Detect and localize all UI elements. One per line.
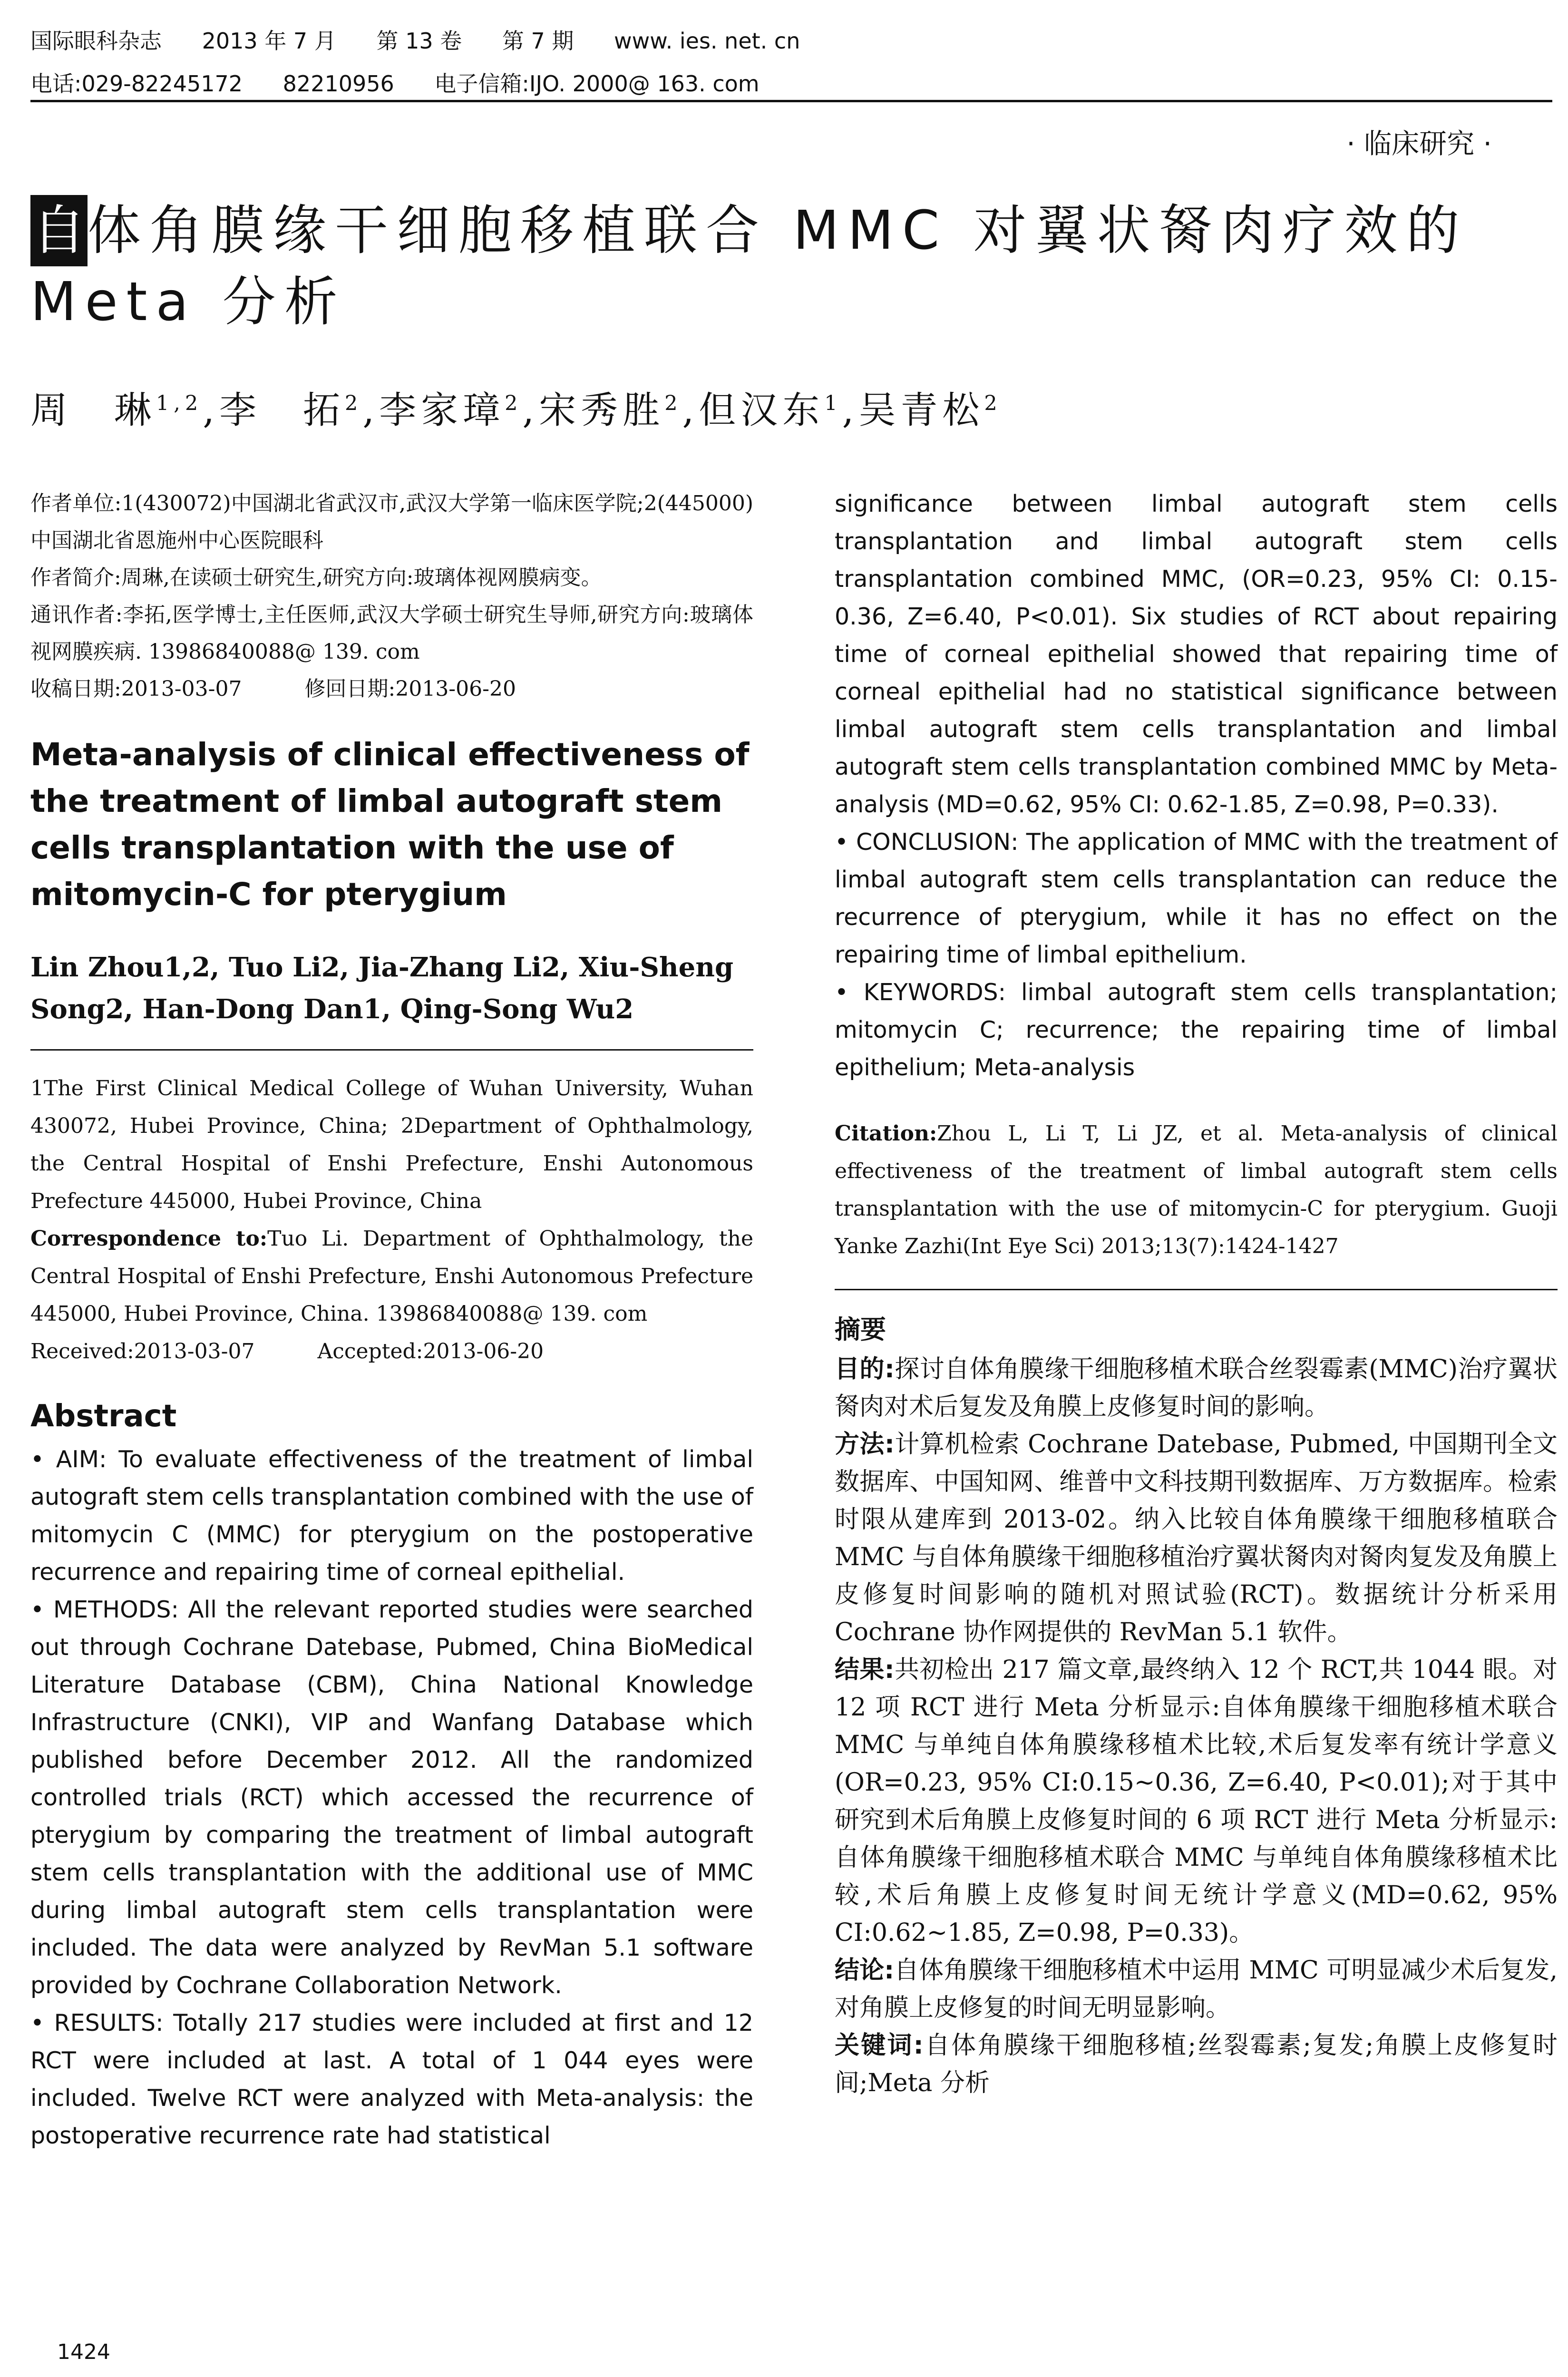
aim-label: 目的: (835, 1355, 895, 1383)
results-label: 结果: (835, 1656, 895, 1684)
abstract-en (30, 1441, 753, 2154)
english-title: Meta-analysis of clinical effectiveness of the treatment of limbal autograft stem cells transplantation with the use of mitomycin-C for pterygium (30, 736, 750, 913)
running-header-line2 (30, 67, 1552, 98)
methods-label: 方法: (835, 1430, 895, 1459)
journal-name: 国际眼科杂志 (30, 28, 162, 54)
divider (835, 1289, 1558, 1290)
english-affiliations (30, 1070, 753, 1370)
author-affiliation-cn: 作者单位:1(430072)中国湖北省武汉市,武汉大学第一临床医学院;2(445000)中国湖北省恩施州中心医院眼科 (30, 491, 753, 553)
correspondence-label: Correspondence to: (30, 1227, 268, 1251)
author-name: ,李家璋 (362, 389, 505, 432)
abstract-cn-heading: 摘要 (835, 1315, 886, 1344)
correspondence-text: Tuo Li. Department of Ophthalmology, the Central Hospital of Enshi Prefecture, Enshi Autonomous Prefecture 445000, Hubei Province, China. 13986840088@ 139. com (30, 1227, 753, 1326)
abstract-conclusion: • CONCLUSION: The application of MMC with the treatment of limbal autograft stem cells transplantation can reduce the recurrence of pterygium, while it has no effect on the repairing time of limbal epithelium. (835, 828, 1558, 968)
received-accepted-dates: Received:2013-03-07 Accepted:2013-06-20 (30, 1339, 544, 1364)
author-affil-sup: 2 (505, 391, 523, 415)
author-name: ,吴青松 (842, 389, 984, 432)
conclusion-label: 结论: (835, 1956, 895, 1985)
page-number: 1424 (57, 2340, 110, 2364)
abstract-cn-keywords (835, 2027, 1558, 2102)
divider (30, 1049, 753, 1051)
corresponding-author-cn: 通讯作者:李拓,医学博士,主任医师,武汉大学硕士研究生导师,研究方向:玻璃体视网膜疾病. 13986840088@ 139. com (30, 603, 753, 664)
journal-phone-2: 82210956 (282, 71, 394, 97)
author-affil-sup: 2 (984, 391, 1002, 415)
abstract-cn-results (835, 1651, 1558, 1952)
author-name: ,宋秀胜 (522, 389, 665, 432)
title-text: 体角膜缘干细胞移植联合 MMC 对翼状胬肉疗效的 Meta 分析 (30, 200, 1468, 333)
abstract-cn-conclusion (835, 1952, 1558, 2027)
conclusion-text: 自体角膜缘干细胞移植术中运用 MMC 可明显减少术后复发,对角膜上皮修复的时间无明显影响。 (835, 1956, 1558, 2022)
author-affil-sup: 2 (664, 391, 682, 415)
affiliations-text: 1The First Clinical Medical College of Wuhan University, Wuhan 430072, Hubei Province, China; 2Department of Ophthalmology, the Central Hospital of Enshi Prefecture, Enshi Autonomous Prefecture 445000, Hubei Province, China (30, 1076, 753, 1213)
section-tag: · 临床研究 · (1346, 127, 1492, 160)
english-authors: Lin Zhou1,2, Tuo Li2, Jia-Zhang Li2, Xiu-Sheng Song2, Han-Dong Dan1, Qing-Song Wu2 (30, 952, 734, 1025)
running-header-line1 (30, 24, 1552, 55)
issue-number: 第 7 期 (502, 28, 574, 54)
correspondence (30, 1220, 753, 1333)
author-name: ,李 拓 (203, 389, 345, 432)
abstract-en-continued (835, 485, 1558, 1086)
header-rule (30, 100, 1552, 102)
article-title (30, 195, 1552, 338)
title-boxed-char: 自 (30, 195, 88, 266)
keywords-text: 自体角膜缘干细胞移植;丝裂霉素;复发;角膜上皮修复时间;Meta 分析 (835, 2031, 1558, 2097)
volume: 第 13 卷 (376, 28, 462, 54)
issue-date: 2013 年 7 月 (202, 28, 336, 54)
abstract-aim: • AIM: To evaluate effectiveness of the treatment of limbal autograft stem cells transplantation combined with the use of mitomycin C (MMC) for pterygium on the postoperative recurrence and repairing time of corneal epithelial. (30, 1446, 753, 1586)
authors-cn (30, 380, 1002, 434)
author-name: ,但汉东 (682, 389, 825, 432)
journal-phone: 电话:029-82245172 (30, 71, 243, 97)
journal-website: www. ies. net. cn (614, 28, 800, 54)
left-column (30, 485, 753, 2154)
journal-email: 电子信箱:IJO. 2000@ 163. com (434, 71, 760, 97)
dates-cn: 收稿日期:2013-03-07 修回日期:2013-06-20 (30, 677, 516, 701)
author-info (30, 485, 753, 708)
methods-text: 计算机检索 Cochrane Datebase, Pubmed, 中国期刊全文数据库、中国知网、维普中文科技期刊数据库、万方数据库。检索时限从建库到 2013-02。纳入比较自体角膜缘干细胞移植联合 MMC 与自体角膜缘干细胞移植治疗翼状胬肉对胬肉复发及角膜上皮修复时间影响的随机对照试验(RCT)。数据统计分析采用 Cochrane 协作网提供的 RevMan 5.1 软件。 (835, 1430, 1558, 1646)
citation-text: Zhou L, Li T, Li JZ, et al. Meta-analysis of clinical effectiveness of the treatment of limbal autograft stem cells transplantation with the use of mitomycin-C for pterygium. Guoji Yanke Zazhi(Int Eye Sci) 2013;13(7):1424-1427 (835, 1121, 1558, 1258)
abstract-results: • RESULTS: Totally 217 studies were included at first and 12 RCT were included at last. A total of 1 044 eyes were included. Twelve RCT were analyzed with Meta-analysis: the postoperative recurrence rate had statistical (30, 2009, 753, 2149)
aim-text: 探讨自体角膜缘干细胞移植术联合丝裂霉素(MMC)治疗翼状胬肉对术后复发及角膜上皮修复时间的影响。 (835, 1355, 1558, 1421)
abstract-results-continued: significance between limbal autograft stem cells transplantation and limbal autograft stem cells transplantation combined MMC, (OR=0.23, 95% CI: 0.15-0.36, Z=6.40, P<0.01). Six studies of RCT about repairing time of corneal epithelial showed that repairing time of corneal epithelial had no statistical significance between limbal autograft stem cells transplantation and limbal autograft stem cells transplantation combined MMC by Meta-analysis (MD=0.62, 95% CI: 0.62-1.85, Z=0.98, P=0.33). (835, 490, 1558, 818)
citation (835, 1115, 1558, 1265)
abstract-cn-methods (835, 1426, 1558, 1651)
abstract-heading: Abstract (30, 1399, 177, 1434)
author-name: 周 琳 (30, 389, 156, 432)
abstract-cn (835, 1351, 1558, 2102)
abstract-cn-aim (835, 1351, 1558, 1426)
citation-label: Citation: (835, 1121, 937, 1146)
author-affil-sup: 2 (345, 391, 363, 415)
author-affil-sup: 1 (824, 391, 842, 415)
right-column (835, 485, 1558, 2102)
abstract-methods: • METHODS: All the relevant reported studies were searched out through Cochrane Datebase, Pubmed, China BioMedical Literature Database (CBM), China National Knowledge Infrastructure (CNKI), VIP and Wanfang Database which published before December 2012. All the randomized controlled trials (RCT) which accessed the recurrence of pterygium by comparing the treatment of limbal autograft stem cells transplantation with the additional use of MMC during limbal autograft stem cells transplantation were included. The data were analyzed by RevMan 5.1 software provided by Cochrane Collaboration Network. (30, 1596, 753, 1999)
author-affil-sup: 1,2 (156, 391, 203, 415)
keywords-label: 关键词: (835, 2031, 924, 2060)
abstract-keywords: • KEYWORDS: limbal autograft stem cells transplantation; mitomycin C; recurrence; the repairing time of limbal epithelium; Meta-analysis (835, 979, 1558, 1081)
author-bio-cn: 作者简介:周琳,在读硕士研究生,研究方向:玻璃体视网膜病变。 (30, 565, 602, 590)
results-text: 共初检出 217 篇文章,最终纳入 12 个 RCT,共 1044 眼。对 12 项 RCT 进行 Meta 分析显示:自体角膜缘干细胞移植术联合 MMC 与单纯自体角膜缘移植术比较,术后复发率有统计学意义(OR=0.23, 95% CI:0.15~0.36, Z=6.40, P<0.01);对于其中研究到术后角膜上皮修复时间的 6 项 RCT 进行 Meta 分析显示:自体角膜缘干细胞移植术联合 MMC 与单纯自体角膜缘移植术比较,术后角膜上皮修复时间无统计学意义(MD=0.62, 95% CI:0.62~1.85, Z=0.98, P=0.33)。 (835, 1656, 1558, 1947)
